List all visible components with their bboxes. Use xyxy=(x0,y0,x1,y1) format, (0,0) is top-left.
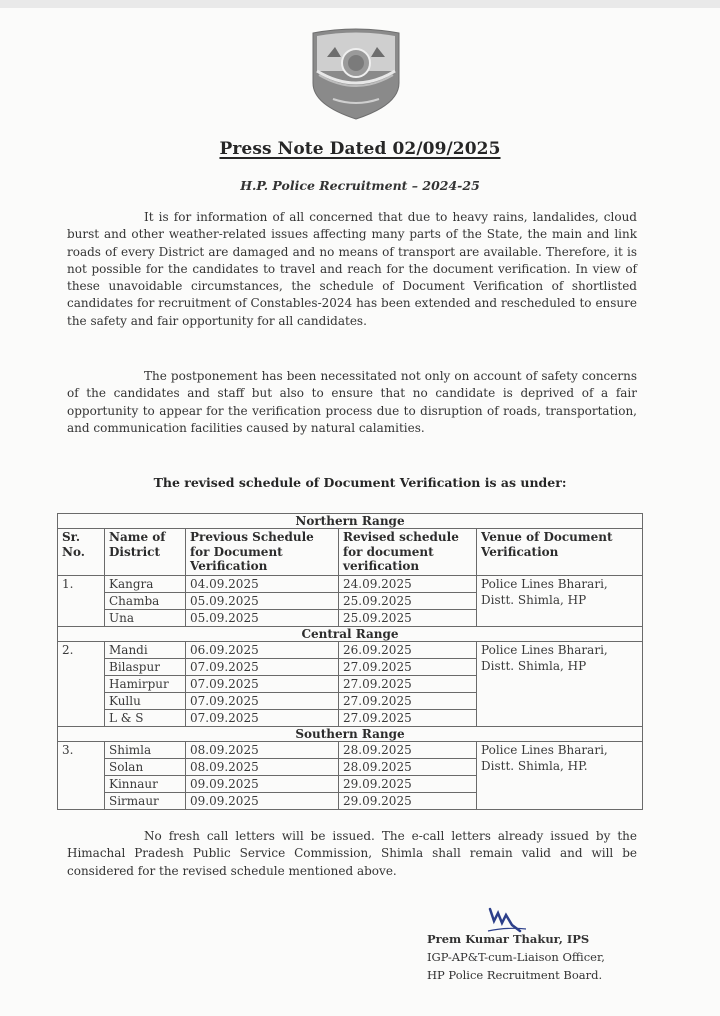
revised-date: 27.09.2025 xyxy=(339,709,477,726)
col-header-revised: Revised schedule for document verification xyxy=(339,529,477,576)
previous-date: 05.09.2025 xyxy=(186,609,339,626)
revised-date: 29.09.2025 xyxy=(339,792,477,809)
district: Kinnaur xyxy=(105,775,186,792)
top-border xyxy=(0,0,720,8)
paragraph-call-letters: No fresh call letters will be issued. The e-call letters already issued by the Himachal Pradesh Public Service Commission, Shimla shall remain valid and will be considered for the revised schedule mentioned above. xyxy=(67,829,637,878)
district: Chamba xyxy=(105,592,186,609)
sr-no: 1. xyxy=(58,575,105,626)
revised-date: 25.09.2025 xyxy=(339,609,477,626)
district: Sirmaur xyxy=(105,792,186,809)
sr-no: 2. xyxy=(58,641,105,726)
title-text: Press Note Dated 02/09/2025 xyxy=(219,139,501,159)
previous-date: 06.09.2025 xyxy=(186,641,339,658)
table-row xyxy=(58,741,643,758)
previous-date: 07.09.2025 xyxy=(186,675,339,692)
district: Kullu xyxy=(105,692,186,709)
press-note-page xyxy=(0,8,720,1016)
revised-date: 27.09.2025 xyxy=(339,658,477,675)
revised-date: 29.09.2025 xyxy=(339,775,477,792)
revised-date: 24.09.2025 xyxy=(339,575,477,592)
district: Solan xyxy=(105,758,186,775)
revised-date: 27.09.2025 xyxy=(339,675,477,692)
paragraph-postponement: The postponement has been necessitated not only on account of safety concerns of the candidates and staff but also to ensure that no candidate is deprived of a fair opportunity to appear for the verification process due to disruption of roads, transportation, and communication facilities caused by natural calamities. xyxy=(67,369,637,435)
schedule-heading: The revised schedule of Document Verification is as under: xyxy=(153,475,567,490)
col-header-district: Name of District xyxy=(105,529,186,576)
schedule-table xyxy=(57,513,643,810)
revised-date: 26.09.2025 xyxy=(339,641,477,658)
range-row-central xyxy=(58,626,643,641)
table-row xyxy=(58,641,643,658)
signature-block xyxy=(427,930,605,984)
sr-no: 3. xyxy=(58,741,105,809)
range-title: Northern Range xyxy=(58,514,643,529)
page-title xyxy=(0,139,720,159)
previous-date: 07.09.2025 xyxy=(186,658,339,675)
district: Kangra xyxy=(105,575,186,592)
previous-date: 07.09.2025 xyxy=(186,692,339,709)
hp-police-emblem-icon xyxy=(305,25,407,121)
venue: Police Lines Bharari, Distt. Shimla, HP. xyxy=(477,741,643,809)
district: Shimla xyxy=(105,741,186,758)
range-row-northern xyxy=(58,514,643,529)
venue: Police Lines Bharari, Distt. Shimla, HP xyxy=(477,575,643,626)
venue: Police Lines Bharari, Distt. Shimla, HP xyxy=(477,641,643,726)
subtitle: H.P. Police Recruitment – 2024-25 xyxy=(240,178,480,193)
header-row xyxy=(58,529,643,576)
district: Hamirpur xyxy=(105,675,186,692)
paragraph-weather: It is for information of all concerned that due to heavy rains, landalides, cloud burst and other weather-related issues affecting many parts of the State, the main and link roads of every District are damaged and no means of transport are available. Therefore, it is not possible for the candidates to travel and reach for the document verification. In view of these unavoidable circumstances, the schedule of Document Verification of shortlisted candidates for recruitment of Constables-2024 has been extended and rescheduled to ensure the safety and fair opportunity for all candidates. xyxy=(67,210,637,328)
col-header-previous: Previous Schedule for Document Verification xyxy=(186,529,339,576)
col-header-sr: Sr. No. xyxy=(58,529,105,576)
range-title: Southern Range xyxy=(58,726,643,741)
range-row-southern xyxy=(58,726,643,741)
previous-date: 08.09.2025 xyxy=(186,758,339,775)
revised-date: 28.09.2025 xyxy=(339,741,477,758)
previous-date: 08.09.2025 xyxy=(186,741,339,758)
previous-date: 07.09.2025 xyxy=(186,709,339,726)
revised-date: 25.09.2025 xyxy=(339,592,477,609)
district: Bilaspur xyxy=(105,658,186,675)
district: Mandi xyxy=(105,641,186,658)
col-header-venue: Venue of Document Verification xyxy=(477,529,643,576)
district: Una xyxy=(105,609,186,626)
signatory-name: Prem Kumar Thakur, IPS xyxy=(427,932,590,946)
table-row xyxy=(58,575,643,592)
signatory-designation: IGP-AP&T-cum-Liaison Officer, xyxy=(427,950,605,964)
district: L & S xyxy=(105,709,186,726)
range-title: Central Range xyxy=(58,626,643,641)
previous-date: 05.09.2025 xyxy=(186,592,339,609)
signatory-organization: HP Police Recruitment Board. xyxy=(427,968,603,982)
previous-date: 09.09.2025 xyxy=(186,792,339,809)
previous-date: 04.09.2025 xyxy=(186,575,339,592)
revised-date: 28.09.2025 xyxy=(339,758,477,775)
revised-date: 27.09.2025 xyxy=(339,692,477,709)
previous-date: 09.09.2025 xyxy=(186,775,339,792)
